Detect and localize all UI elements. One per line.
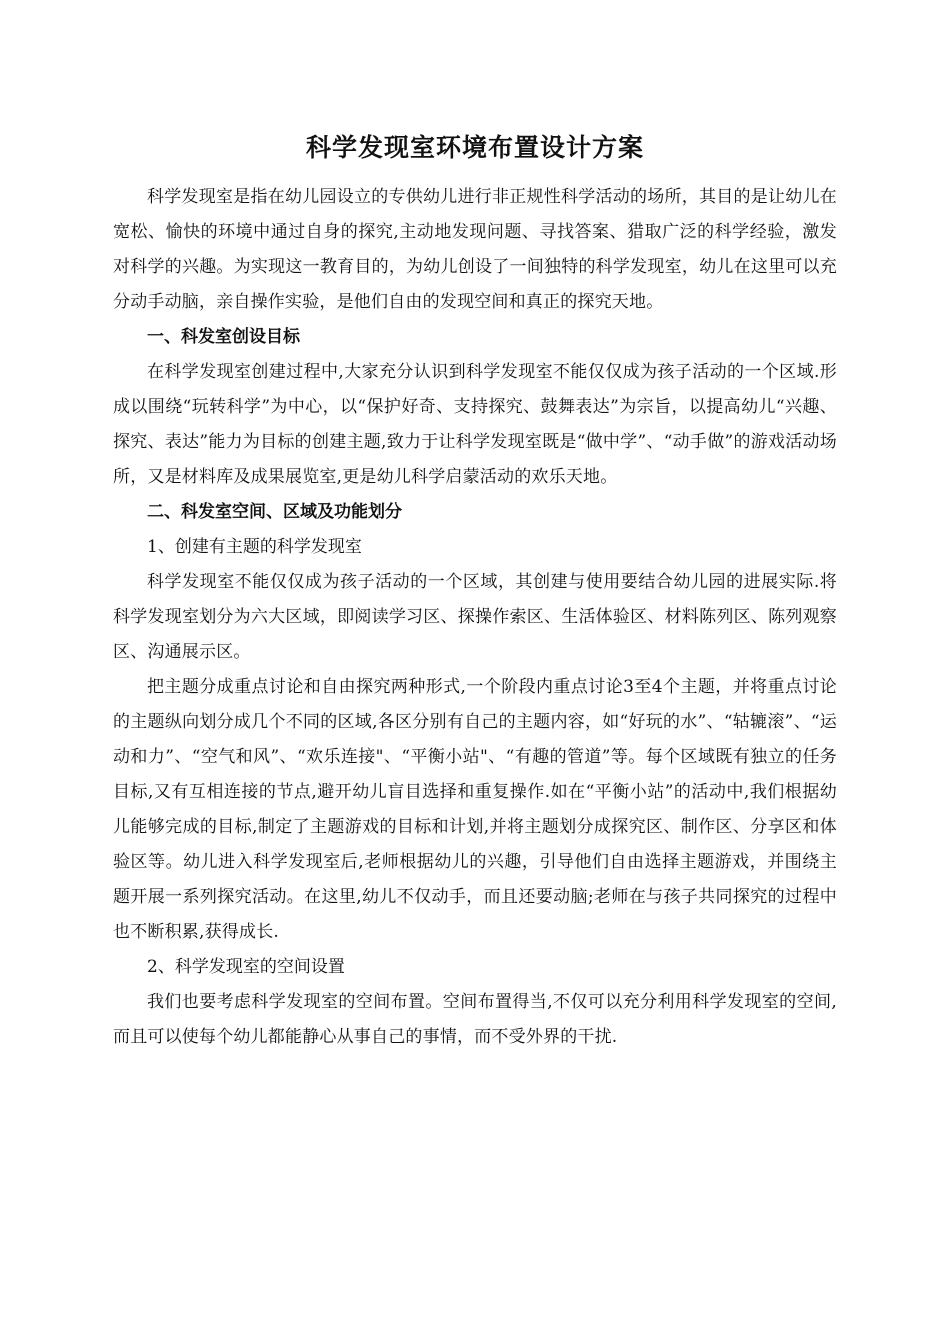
subsection-1-paragraph-1: 科学发现室不能仅仅成为孩子活动的一个区域，其创建与使用要结合幼儿园的进展实际.将科学发现室划分为六大区域，即阅读学习区、探操作索区、生活体验区、材料陈列区、陈列观察区、沟通展示区。 xyxy=(113,572,837,662)
section-1-heading: 一、科发室创设目标 xyxy=(147,327,300,347)
intro-paragraph: 科学发现室是指在幼儿园设立的专供幼儿进行非正规性科学活动的场所，其目的是让幼儿在宽松、愉快的环境中通过自身的探究,主动地发现问题、寻找答案、猎取广泛的科学经验，激发对科学的兴趣。为实现这一教育目的，为幼儿创设了一间独特的科学发现室，幼儿在这里可以充分动手动脑，亲自操作实验，是他们自由的发现空间和真正的探究天地。 xyxy=(113,187,837,312)
subsection-2-paragraph-1: 我们也要考虑科学发现室的空间布置。空间布置得当,不仅可以充分利用科学发现室的空间,而且可以使每个幼儿都能静心从事自己的事情，而不受外界的干扰. xyxy=(113,992,837,1047)
document-page xyxy=(113,128,837,1055)
section-1-paragraph: 在科学发现室创建过程中,大家充分认识到科学发现室不能仅仅成为孩子活动的一个区域.形成以围绕“玩转科学”为中心，以“保护好奇、支持探究、鼓舞表达”为宗旨，以提高幼儿“兴趣、探究、表达”能力为目标的创建主题,致力于让科学发现室既是“做中学”、“动手做”的游戏活动场所，又是材料库及成果展览室,更是幼儿科学启蒙活动的欢乐天地。 xyxy=(113,362,837,487)
subsection-1-paragraph-2: 把主题分成重点讨论和自由探究两种形式,一个阶段内重点讨论3至4个主题，并将重点讨论的主题纵向划分成几个不同的区域,各区分别有自己的主题内容，如“好玩的水”、“轱辘滚”、“运动和力”、“空气和风”、“欢乐连接"、“平衡小站"、“有趣的管道”等。每个区域既有独立的任务目标,又有互相连接的节点,避开幼儿盲目选择和重复操作.如在“平衡小站”的活动中,我们根据幼儿能够完成的目标,制定了主题游戏的目标和计划,并将主题划分成探究区、制作区、分享区和体验区等。幼儿进入科学发现室后,老师根据幼儿的兴趣，引导他们自由选择主题游戏，并围绕主题开展一系列探究活动。在这里,幼儿不仅动手，而且还要动脑;老师在与孩子共同探究的过程中也不断积累,获得成长. xyxy=(113,677,837,942)
subsection-1-heading: 1、创建有主题的科学发现室 xyxy=(147,537,362,557)
section-2-heading: 二、科发室空间、区域及功能划分 xyxy=(147,502,402,522)
document-title: 科学发现室环境布置设计方案 xyxy=(305,133,644,162)
subsection-2-heading: 2、科学发现室的空间设置 xyxy=(147,957,345,977)
